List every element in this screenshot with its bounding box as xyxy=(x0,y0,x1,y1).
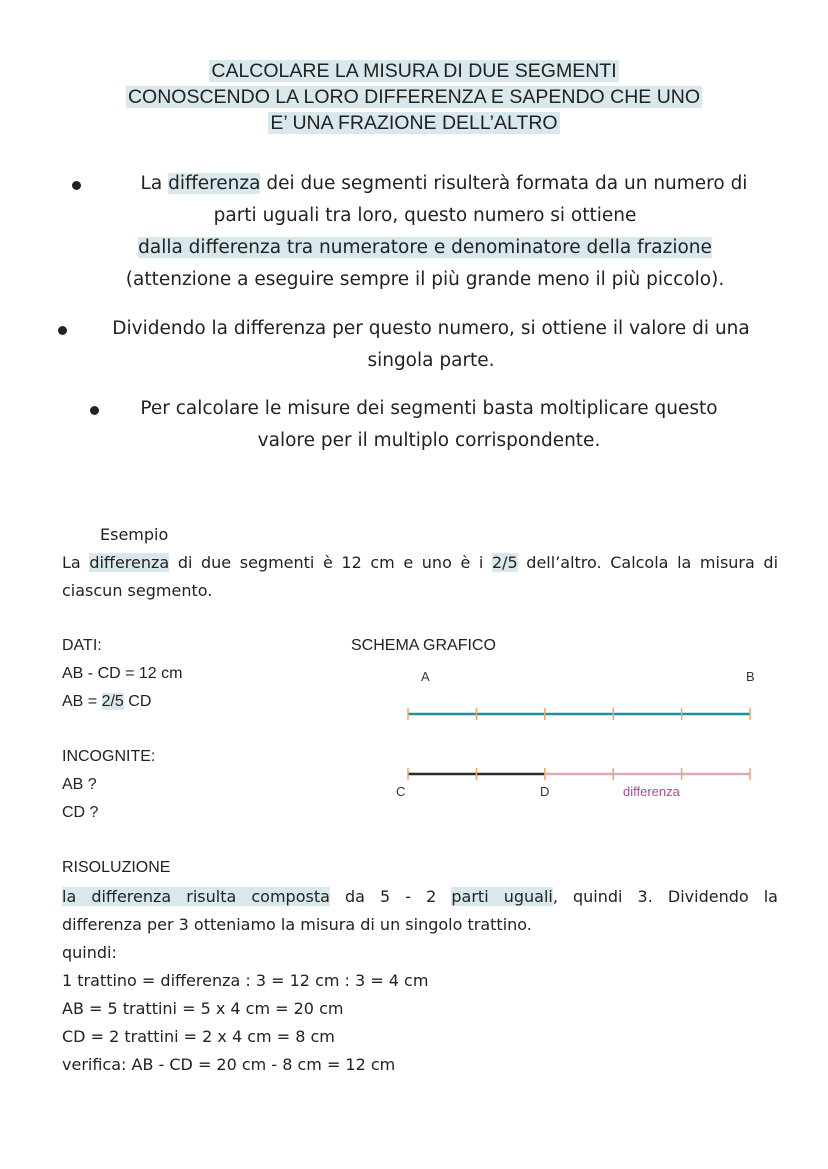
bullet-1 xyxy=(60,168,790,296)
risoluzione-text-b: , quindi 3. Dividendo la xyxy=(552,887,778,906)
segment-diagram xyxy=(380,660,780,810)
bullet-1-highlight: differenza xyxy=(168,173,261,194)
dati-heading: DATI: xyxy=(62,637,102,654)
example-text-a: La xyxy=(62,553,90,572)
dati-line-2 xyxy=(62,693,151,711)
label-c: C xyxy=(396,784,406,799)
risoluzione-line-3: quindi: xyxy=(62,943,117,962)
incognite-line-1: AB ? xyxy=(62,776,97,793)
risoluzione-body xyxy=(62,883,778,1079)
label-b: B xyxy=(746,669,755,684)
bullet-dot-2 xyxy=(58,326,67,335)
bullet-2-line-1: Dividendo la differenza per questo numero, si ottiene il valore di una xyxy=(112,318,750,339)
example-highlight-diff: differenza xyxy=(89,553,170,572)
page-title xyxy=(0,58,828,136)
example-label: Esempio xyxy=(100,525,169,544)
bullet-1-text-a: La xyxy=(140,173,169,194)
label-difference: differenza xyxy=(623,784,680,799)
bullet-3-line-1: Per calcolare le misure dei segmenti basta moltiplicare questo xyxy=(140,398,718,419)
risoluzione-line-6: CD = 2 trattini = 2 x 4 cm = 8 cm xyxy=(62,1027,335,1046)
dati-line-2-frac: 2/5 xyxy=(101,693,124,710)
incognite-line-2: CD ? xyxy=(62,804,99,821)
risoluzione-line-2: differenza per 3 otteniamo la misura di un singolo trattino. xyxy=(62,915,532,934)
risoluzione-line-5: AB = 5 trattini = 5 x 4 cm = 20 cm xyxy=(62,999,344,1018)
example-line-2: ciascun segmento. xyxy=(62,581,213,600)
example-highlight-frac: 2/5 xyxy=(491,553,518,572)
dati-line-2-a: AB = xyxy=(62,693,102,710)
example-text-c: dell’altro. Calcola la misura di xyxy=(517,553,779,572)
risoluzione-highlight-2: parti uguali xyxy=(451,887,553,906)
risoluzione-line-4: 1 trattino = differenza : 3 = 12 cm : 3 = 4 cm xyxy=(62,971,429,990)
bullet-3-line-2: valore per il multiplo corrispondente. xyxy=(257,430,601,451)
label-d: D xyxy=(540,784,550,799)
title-line-3: E’ UNA FRAZIONE DELL’ALTRO xyxy=(270,112,558,134)
risoluzione-line-7: verifica: AB - CD = 20 cm - 8 cm = 12 cm xyxy=(62,1055,396,1074)
example-text-b: di due segmenti è 12 cm e uno è i xyxy=(169,553,492,572)
bullet-1-line-2: parti uguali tra loro, questo numero si ottiene xyxy=(213,205,637,226)
title-line-2: CONOSCENDO LA LORO DIFFERENZA E SAPENDO CHE UNO xyxy=(127,86,701,108)
incognite-heading: INCOGNITE: xyxy=(62,748,156,765)
bullet-2-line-2: singola parte. xyxy=(367,350,495,371)
dati-line-1: AB - CD = 12 cm xyxy=(62,665,183,682)
bullet-3 xyxy=(104,393,754,457)
bullet-2 xyxy=(76,313,786,377)
bullet-1-line-4: (attenzione a eseguire sempre il più grande meno il più piccolo). xyxy=(125,269,725,290)
dati-line-2-b: CD xyxy=(123,693,152,710)
risoluzione-highlight-1: la differenza risulta composta xyxy=(62,887,330,906)
bullet-dot-3 xyxy=(90,406,99,415)
title-line-1: CALCOLARE LA MISURA DI DUE SEGMENTI xyxy=(211,60,617,82)
risoluzione-text-a: da 5 - 2 xyxy=(329,887,452,906)
bullet-1-text-b: dei due segmenti risulterà formata da un numero di xyxy=(260,173,748,194)
label-a: A xyxy=(421,669,430,684)
bullet-1-line-3: dalla differenza tra numeratore e denominatore della frazione xyxy=(138,237,712,258)
schema-heading: SCHEMA GRAFICO xyxy=(351,637,496,654)
risoluzione-heading: RISOLUZIONE xyxy=(62,859,171,876)
example-problem xyxy=(62,549,778,605)
